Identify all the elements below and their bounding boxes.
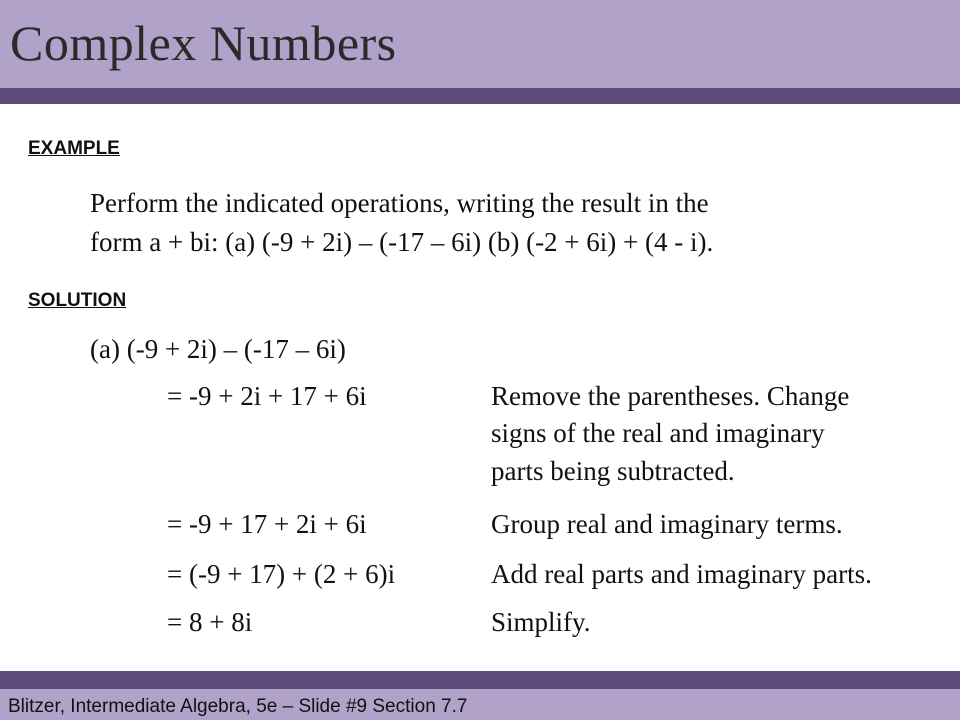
solution-heading: (a) (-9 + 2i) – (-17 – 6i) (90, 334, 346, 364)
prompt-line-2: form a + bi: (a) (-9 + 2i) – (-17 – 6i) (b) (-2 + 6i) + (4 - i). (90, 227, 714, 257)
title-divider (0, 88, 960, 104)
footer-divider (0, 671, 960, 689)
step-explanation-1-line-2: signs of the real and imaginary (491, 418, 825, 448)
step-expression-4: = 8 + 8i (167, 607, 253, 637)
step-explanation-2: Group real and imaginary terms. (491, 509, 843, 539)
step-explanation-3: Add real parts and imaginary parts. (491, 559, 872, 589)
step-explanation-1-line-1: Remove the parentheses. Change (491, 381, 850, 411)
slide-footer: Blitzer, Intermediate Algebra, 5e – Slide #9 Section 7.7 (8, 696, 468, 717)
solution-label: SOLUTION (28, 290, 127, 311)
step-expression-1: = -9 + 2i + 17 + 6i (167, 381, 367, 411)
step-explanation-1-line-3: parts being subtracted. (491, 456, 735, 486)
step-explanation-4: Simplify. (491, 607, 591, 637)
step-expression-2: = -9 + 17 + 2i + 6i (167, 509, 367, 539)
step-expression-3: = (-9 + 17) + (2 + 6)i (167, 559, 396, 589)
example-label: EXAMPLE (28, 138, 120, 159)
prompt-line-1: Perform the indicated operations, writing the result in the (90, 188, 709, 218)
slide-title: Complex Numbers (10, 15, 397, 71)
